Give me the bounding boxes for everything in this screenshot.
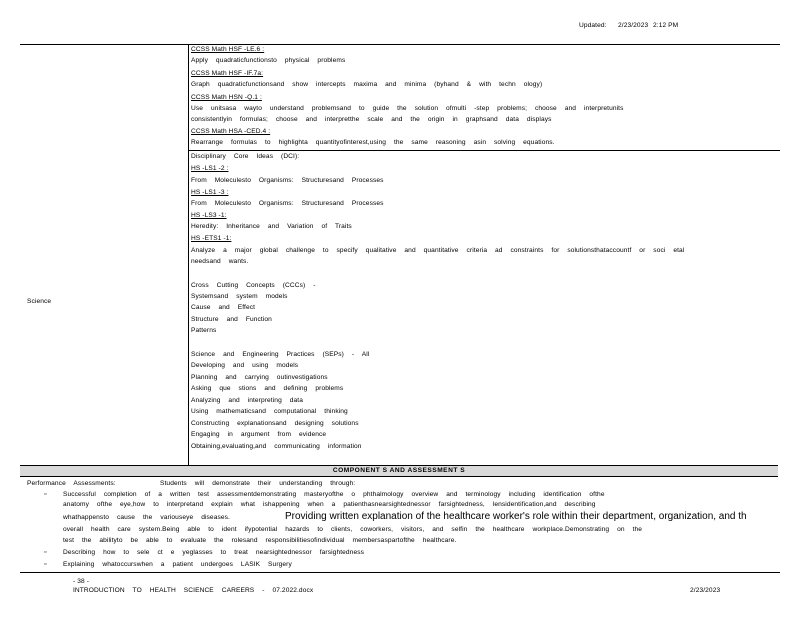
sep-item: Obtaining,evaluating,and communicating information [191, 443, 362, 450]
dci-code: HS -LS1 -2 : [191, 165, 229, 172]
dci-text: From Moleculesto Organisms: Structuresand Processes [191, 177, 384, 184]
performance-intro: Students will demonstrate their understanding through: [160, 480, 356, 487]
assessment-item-line: overall health care system.Being able to ident ifypotential hazards to clients, coworkers, visitors, and selfin the healthcare workplace.Demonstrating on the [63, 526, 643, 533]
footer-course: INTRODUCTION TO HEALTH SCIENCE CAREERS - 07.2022.docx [73, 587, 314, 594]
updated-date: 2/23/2023 [618, 22, 649, 29]
assessment-item-line: Explaining whatoccurswhen a patient undergoes LASIK Surgery [63, 561, 292, 568]
dci-text: From Moleculesto Organisms: Structuresand Processes [191, 200, 384, 207]
assessment-item-line: Successful completion of a written test assessmentdemonstrating masteryofthe o phthalmology overview and terminology including identification ofthe [63, 491, 605, 498]
sep-item: Developing and using models [191, 362, 299, 369]
sep-item: Asking que stions and defining problems [191, 385, 344, 392]
table-bottom-rule [20, 572, 780, 573]
sep-item: Using mathematicsand computational thinking [191, 408, 348, 415]
standard-text: Rearrange formulas to highlighta quantityofinterest,using the same reasoning asin solving equations. [191, 139, 555, 146]
ccc-item: Structure and Function [191, 316, 272, 323]
dci-code: HS -LS3 -1: [191, 212, 227, 219]
updated-label: Updated: [579, 22, 607, 29]
ccc-item: Patterns [191, 327, 217, 334]
performance-assessments [0, 477, 800, 577]
updated-time: 2:12 PM [653, 22, 679, 29]
footer-date: 2/23/2023 [690, 587, 721, 594]
ccc-item: Systemsand system models [191, 293, 288, 300]
page-number: - 38 - [73, 578, 89, 585]
components-banner [20, 465, 778, 477]
standard-code: CCSS Math HSN -Q.1 : [191, 94, 262, 101]
performance-label: Performance Assessments: [27, 480, 116, 487]
dci-code: HS -LS1 -3 : [191, 189, 229, 196]
column-divider [188, 44, 189, 465]
sep-item: Engaging in argument from evidence [191, 431, 327, 438]
assessment-item-line: test the abilityto be able to evaluate the rolesand responsibilitiesofindividual membersaspartofthe healthcare. [63, 537, 457, 544]
dci-heading: Disciplinary Core Ideas (DCI): [191, 153, 300, 160]
dci-text-continued: needsand wants. [191, 258, 249, 265]
math-science-rule [188, 150, 780, 151]
bullet-icon: ▫ [44, 549, 47, 556]
standard-text: Use unitsasa wayto understand problemsand to guide the solution ofmulti -step problems; choose and interpretunits [191, 105, 624, 112]
assessment-item-line: whathappensto cause the variouseye diseases. [63, 514, 230, 521]
standard-code: CCSS Math HSF -LE.6 : [191, 46, 265, 53]
table-top-rule [20, 44, 780, 45]
dci-text: Heredity: Inheritance and Variation of Traits [191, 223, 352, 230]
standard-text: Graph quadraticfunctionsand show intercepts maxima and minima (byhand & with techn ology) [191, 81, 543, 88]
ccc-item: Cause and Effect [191, 304, 256, 311]
bullet-icon: ▫ [44, 561, 47, 568]
standard-text: Apply quadraticfunctionsto physical problems [191, 57, 346, 64]
science-row-label: Science [27, 298, 52, 305]
sep-item: Planning and carrying outinvestigations [191, 374, 328, 381]
assessment-item-line: Describing how to sele ct e yeglasses to treat nearsightednessor farsightedness [63, 549, 365, 556]
bullet-icon: ▫ [44, 491, 47, 498]
sep-heading: Science and Engineering Practices (SEPs) - All [191, 351, 370, 358]
assessment-item-line-large: Providing written explanation of the healthcare worker's role within their department, organization, and th [285, 511, 747, 522]
standard-code: CCSS Math HSA -CED.4 : [191, 128, 271, 135]
standard-code: CCSS Math HSF -IF.7a: [191, 70, 264, 77]
components-banner-title: COMPONENT S AND ASSESSMENT S [332, 467, 466, 474]
sep-item: Analyzing and interpreting data [191, 397, 304, 404]
page-header [0, 0, 800, 40]
dci-code: HS -ETS1 -1: [191, 235, 232, 242]
sep-item: Constructing explanationsand designing solutions [191, 420, 359, 427]
ccc-heading: Cross Cutting Concepts (CCCs) - [191, 282, 316, 289]
dci-text: Analyze a major global challenge to specify qualitative and quantitative criteria ad constraints for solutionsthataccountf or soci etal [191, 247, 685, 254]
assessment-item-line: anatomy ofthe eye,how to interpretand explain what ishappening when a patienthasnearsightednessor farsightedness, lensidentification,and describing [63, 501, 596, 508]
page-footer [0, 574, 800, 604]
standard-text-continued: consistentlyin formulas; choose and interpretthe scale and the origin in graphsand data displays [191, 116, 552, 123]
